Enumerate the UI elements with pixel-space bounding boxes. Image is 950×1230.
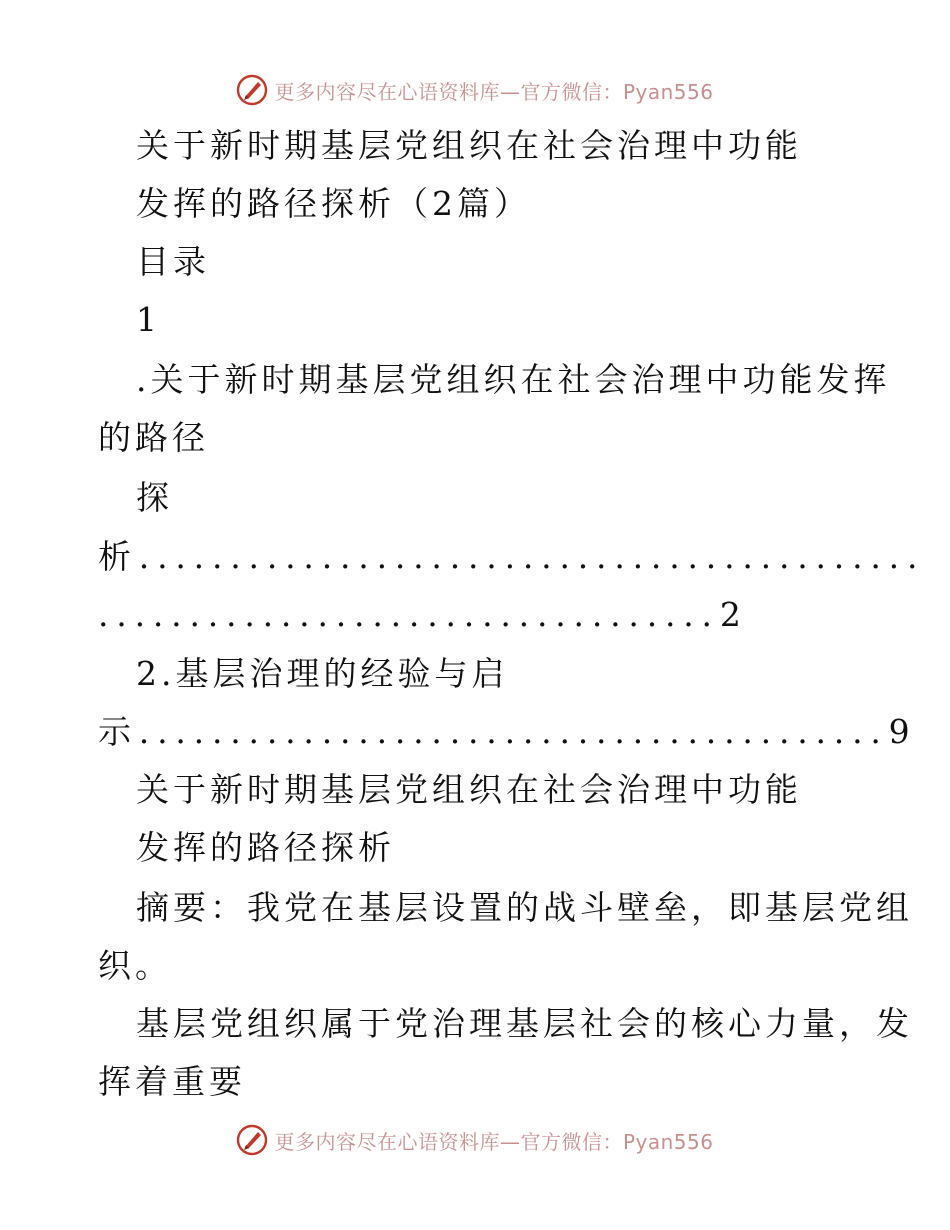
article-title-line-1: 关于新时期基层党组织在社会治理中功能 (136, 770, 802, 809)
paragraph-line-2: 挥着重要 (98, 1062, 246, 1101)
toc-title-line-1: 关于新时期基层党组织在社会治理中功能 (136, 126, 802, 165)
toc-entry-2-leader-line: 示.........................................9 (98, 712, 918, 751)
toc-heading: 目录 (136, 242, 210, 281)
abstract-line-1: 摘要：我党在基层设置的战斗壁垒，即基层党组 (136, 888, 913, 927)
toc-entry-1-line-2: 的路径 (98, 418, 209, 457)
banner-text: 更多内容尽在心语资料库—官方微信：Pyan556 (274, 79, 714, 104)
toc-title-line-2: 发挥的路径探析（2篇） (136, 184, 531, 223)
footer-banner (0, 1120, 950, 1160)
toc-entry-1-line-1: .关于新时期基层党组织在社会治理中功能发挥 (136, 360, 891, 399)
toc-entry-1-line-3: 探 (136, 478, 173, 517)
toc-entry-1-leader-line-2: ..................................2 (98, 595, 749, 634)
quill-pen-logo-icon (236, 74, 268, 106)
toc-entry-1-number: 1 (136, 300, 161, 339)
article-title-line-2: 发挥的路径探析 (136, 828, 395, 867)
paragraph-line-1: 基层党组织属于党治理基层社会的核心力量，发 (136, 1004, 913, 1043)
abstract-line-2: 织。 (98, 946, 172, 985)
header-banner (0, 70, 950, 110)
banner-text: 更多内容尽在心语资料库—官方微信：Pyan556 (274, 1129, 714, 1154)
toc-entry-2-line-1: 2.基层治理的经验与启 (136, 654, 509, 693)
toc-entry-1-leader-line-1: 析........................................... (98, 537, 926, 576)
quill-pen-logo-icon (236, 1124, 268, 1156)
